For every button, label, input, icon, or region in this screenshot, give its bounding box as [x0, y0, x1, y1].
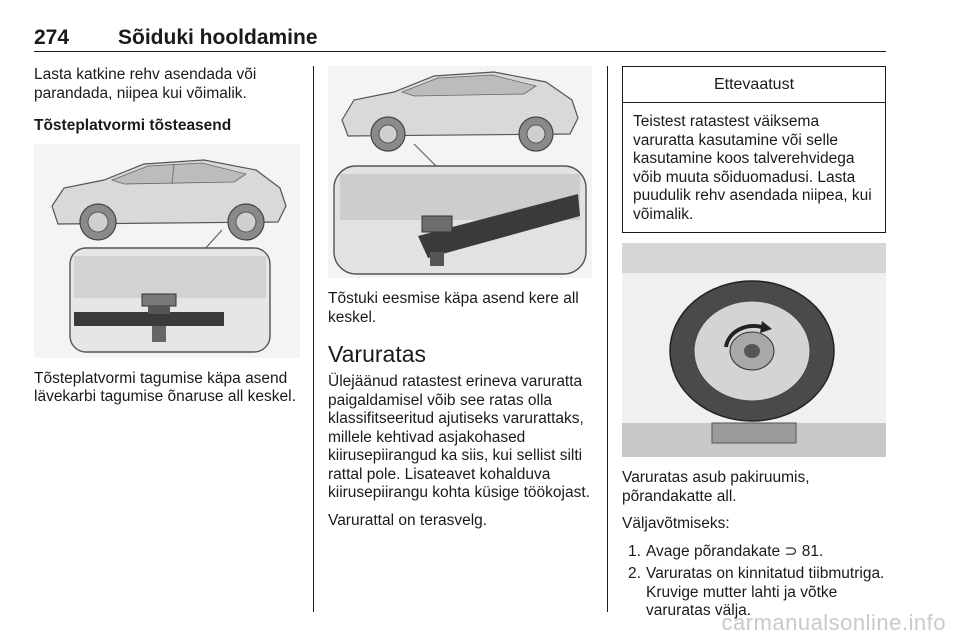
rear-lift-caption: Tõsteplatvormi tagumise käpa asend lävekarbi tagumise õnaruse all keskel.: [34, 369, 296, 405]
page-number: 274: [34, 26, 70, 49]
page-title: Sõiduki hooldamine: [118, 26, 318, 49]
spare-wheel-location-caption: Varuratas asub pakiruumis, põrandakatte all.: [622, 469, 810, 505]
lift-position-heading: Tõsteplatvormi tõsteasend: [34, 117, 232, 134]
spare-wheel-paragraph-1: Ülejäänud ratastest erineva varuratta paigaldamisel võib see ratas olla klassifitseeritud ajutiseks varurattaks, millele kehtivad asjakohased kiirusepiirangud ka siis, kui sellist silti rattal pole. Lisateavet kohalduva kiirusepiirangu kohta küsige töökojast.: [328, 373, 590, 501]
intro-text: Lasta katkine rehv asendada või parandada, niipea kui võimalik.: [34, 66, 257, 102]
removal-step: 1. Avage põrandakate ⊃ 81.: [628, 542, 824, 560]
column-divider-1: [313, 66, 314, 612]
column-divider-2: [607, 66, 608, 612]
spare-wheel-heading: Varuratas: [328, 341, 427, 367]
watermark: carmanualsonline.info: [721, 610, 946, 635]
removal-intro: Väljavõtmiseks:: [622, 515, 730, 532]
front-lift-illustration: [328, 66, 592, 278]
spare-wheel-illustration: [622, 243, 886, 457]
spare-wheel-paragraph-2: Varurattal on terasvelg.: [328, 511, 488, 529]
caution-title: Ettevaatust: [623, 67, 885, 103]
caution-box: [622, 66, 886, 233]
column-2: [328, 66, 592, 539]
front-lift-caption: Tõstuki eesmise käpa asend kere all keskel.: [328, 290, 579, 326]
removal-steps: [622, 543, 886, 621]
removal-step: 2. Varuratas on kinnitatud tiibmutriga. Kruvige mutter lahti ja võtke varuratas välja.: [628, 565, 885, 619]
caution-text: Teistest ratastest väiksema varuratta kasutamine või selle kasutamine koos talverehvidega võib muuta sõiduomadusi. Lasta puudulik rehv asendada niipea, kui võimalik.: [633, 113, 872, 223]
rear-lift-illustration: [34, 144, 300, 358]
column-1: [34, 66, 300, 416]
column-3: [622, 66, 886, 625]
page-header: [34, 26, 886, 52]
